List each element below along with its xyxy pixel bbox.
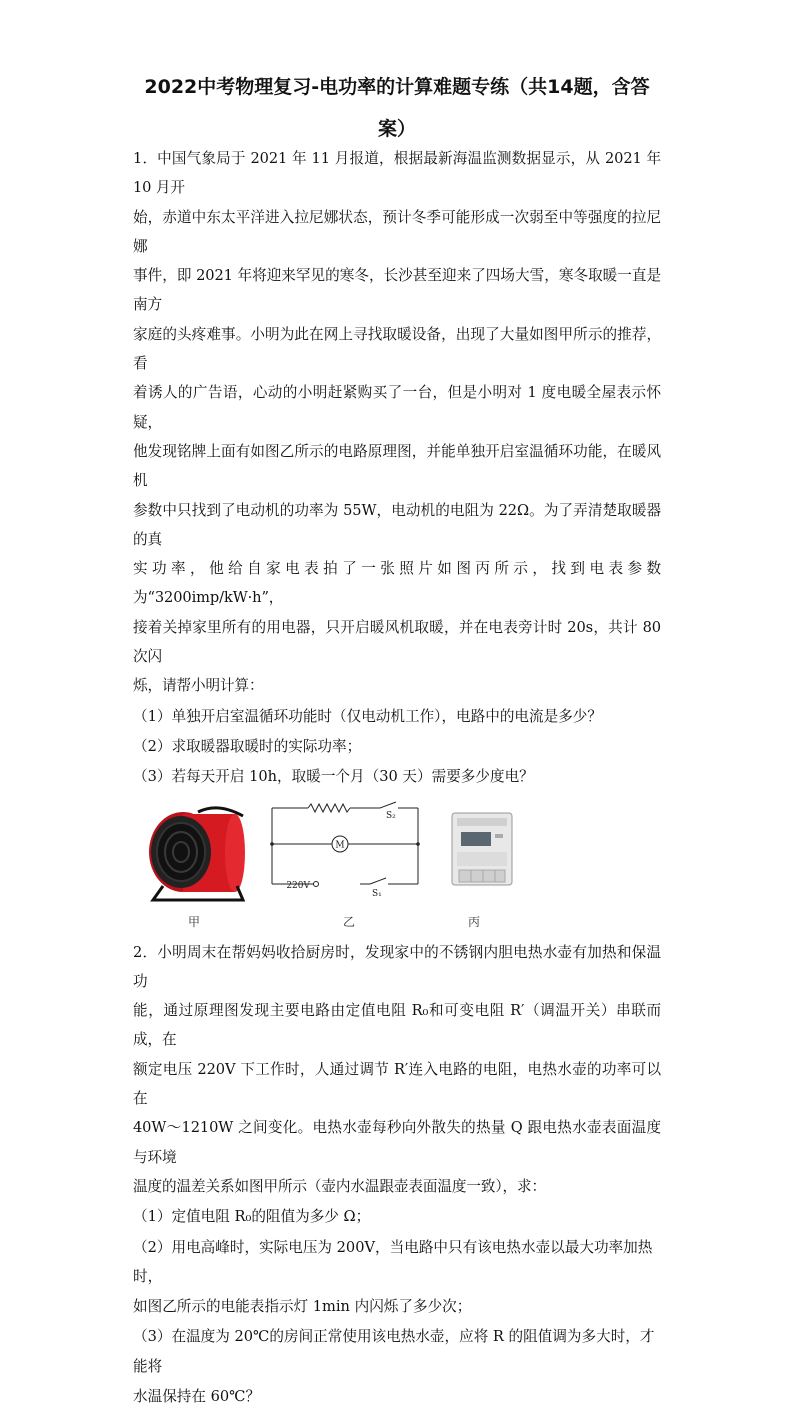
q2-line: 40W～1210W 之间变化。电热水壶每秒向外散失的热量 Q 跟电热水壶表面温度与环境 [133,1119,661,1166]
document-title [60,66,734,150]
q1-line: 烁，请帮小明计算： [133,677,264,695]
heater-image [143,804,253,904]
q2-line: 2．小明周末在帮妈妈收拾厨房时，发现家中的不锈钢内胆电热水壶有加热和保温功 [133,943,661,990]
q1-line: 1．中国气象局于 2021 年 11 月报道，根据最新海温监测数据显示，从 2021 年 10 月开 [133,150,661,197]
q2-subquestion-2-cont: 如图乙所示的电能表指示灯 1min 内闪烁了多少次； [133,1298,472,1316]
q1-line: 他发现铭牌上面有如图乙所示的电路原理图，并能单独开启室温循环功能，在暖风机 [133,442,661,490]
voltage-label: 220V [286,880,310,891]
switch-s1-label: S₁ [372,888,382,899]
q1-line: 事件，即 2021 年将迎来罕见的寒冬，长沙甚至迎来了四场大雪，寒冬取暖一直是南方 [133,267,661,314]
q2-subquestion-3-cont: 水温保持在 60℃？ [133,1387,261,1405]
caption-jia: 甲 [188,914,201,929]
q1-subquestion-2: （2）求取暖器取暖时的实际功率； [133,737,362,755]
q2-line: 温度的温差关系如图甲所示（壶内水温跟壶表面温度一致），求： [133,1177,547,1195]
question-1 [133,144,661,938]
meter-image [451,812,513,886]
q1-subquestion-3: （3）若每天开启 10h，取暖一个月（30 天）需要多少度电？ [133,768,534,786]
q2-line: 能，通过原理图发现主要电路由定值电阻 R₀和可变电阻 R′（调温开关）串联而成，在 [133,1002,661,1049]
q1-line: 着诱人的广告语，心动的小明赶紧购买了一台，但是小明对 1 度电暖全屋表示怀疑， [133,384,661,431]
circuit-diagram [270,798,422,906]
caption-yi: 乙 [343,914,356,929]
q1-line: 家庭的头疼难事。小明为此在网上寻找取暖设备，出现了大量如图甲所示的推荐，看 [133,325,661,373]
q1-line: 始，赤道中东太平洋进入拉尼娜状态，预计冬季可能形成一次弱至中等强度的拉尼娜 [133,208,661,255]
q2-subquestion-1: （1）定值电阻 R₀的阻值为多少 Ω； [133,1208,371,1226]
q1-line: 实功率，他给自家电表拍了一张照片如图丙所示，找到电表参数为“3200imp/kW·h”， [133,560,661,607]
q1-figures [133,798,661,938]
q1-line: 接着关掉家里所有的用电器，只开启暖风机取暖，并在电表旁计时 20s，共计 80 次闪 [133,618,661,666]
q1-subquestion-1: （1）单独开启室温循环功能时（仅电动机工作），电路中的电流是多少？ [133,707,602,725]
question-2 [133,938,661,1411]
q2-subquestion-2: （2）用电高峰时，实际电压为 200V，当电路中只有该电热水壶以最大功率加热时， [133,1238,653,1285]
document-body [133,144,661,1411]
q2-subquestion-3: （3）在温度为 20℃的房间正常使用该电热水壶，应将 R 的阻值调为多大时，才能将 [133,1328,655,1375]
caption-bing: 丙 [468,914,481,929]
q2-line: 额定电压 220V 下工作时，人通过调节 R′连入电路的电阻，电热水壶的功率可以在 [133,1060,661,1108]
title-line-2: 案） [377,118,416,140]
title-line-1: 2022中考物理复习-电功率的计算难题专练（共14题，含答 [144,76,650,98]
motor-symbol: M [335,840,345,851]
q1-line: 参数中只找到了电动机的功率为 55W，电动机的电阻为 22Ω。为了弄清楚取暖器的真 [133,501,661,548]
switch-s2-label: S₂ [386,810,396,821]
